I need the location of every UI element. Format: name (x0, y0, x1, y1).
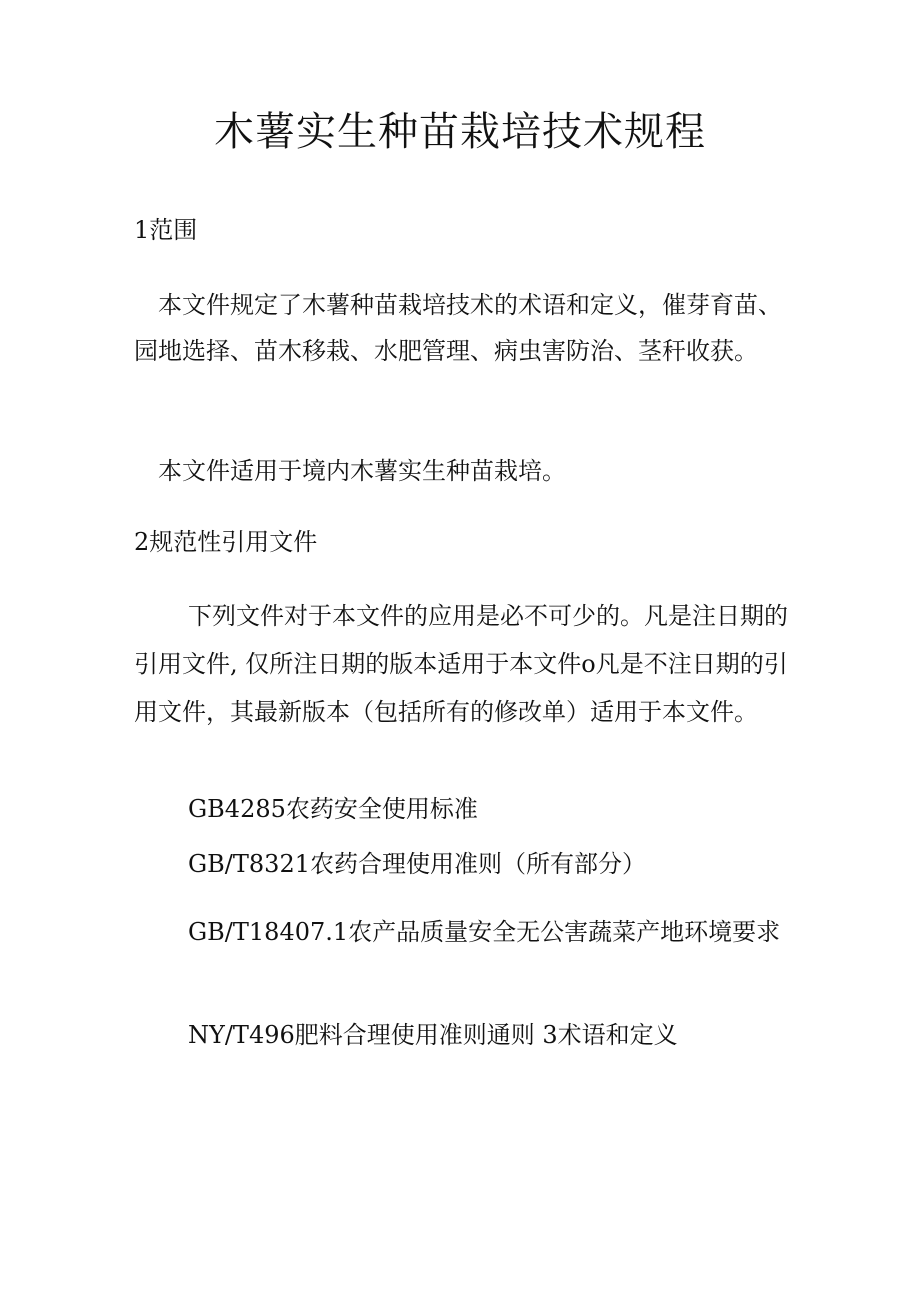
reference-item: GB4285农药安全使用标准 (188, 795, 478, 823)
scope-paragraph-2: 本文件适用于境内木薯实生种苗栽培。 (158, 457, 566, 485)
reference-item: GB/T8321农药合理使用准则（所有部分） (188, 850, 646, 878)
reference-item: NY/T496肥料合理使用准则通则 3术语和定义 (188, 1021, 678, 1049)
document-title: 木薯实生种苗栽培技术规程 (214, 109, 706, 155)
scope-paragraph-1: 本文件规定了木薯种苗栽培技术的术语和定义，催芽育苗、园地选择、苗木移栽、水肥管理、病虫害防治、茎秆收获。 (134, 291, 782, 365)
section-heading-normative-references: 2规范性引用文件 (134, 528, 318, 556)
references-intro-paragraph: 下列文件对于本文件的应用是必不可少的。凡是注日期的引用文件, 仅所注日期的版本适用于本文件o凡是不注日期的引用文件，其最新版本（包括所有的修改单）适用于本文件。 (134, 602, 788, 726)
reference-item: GB/T18407.1农产品质量安全无公害蔬菜产地环境要求 (188, 918, 781, 946)
section-heading-scope: 1范围 (134, 216, 198, 244)
